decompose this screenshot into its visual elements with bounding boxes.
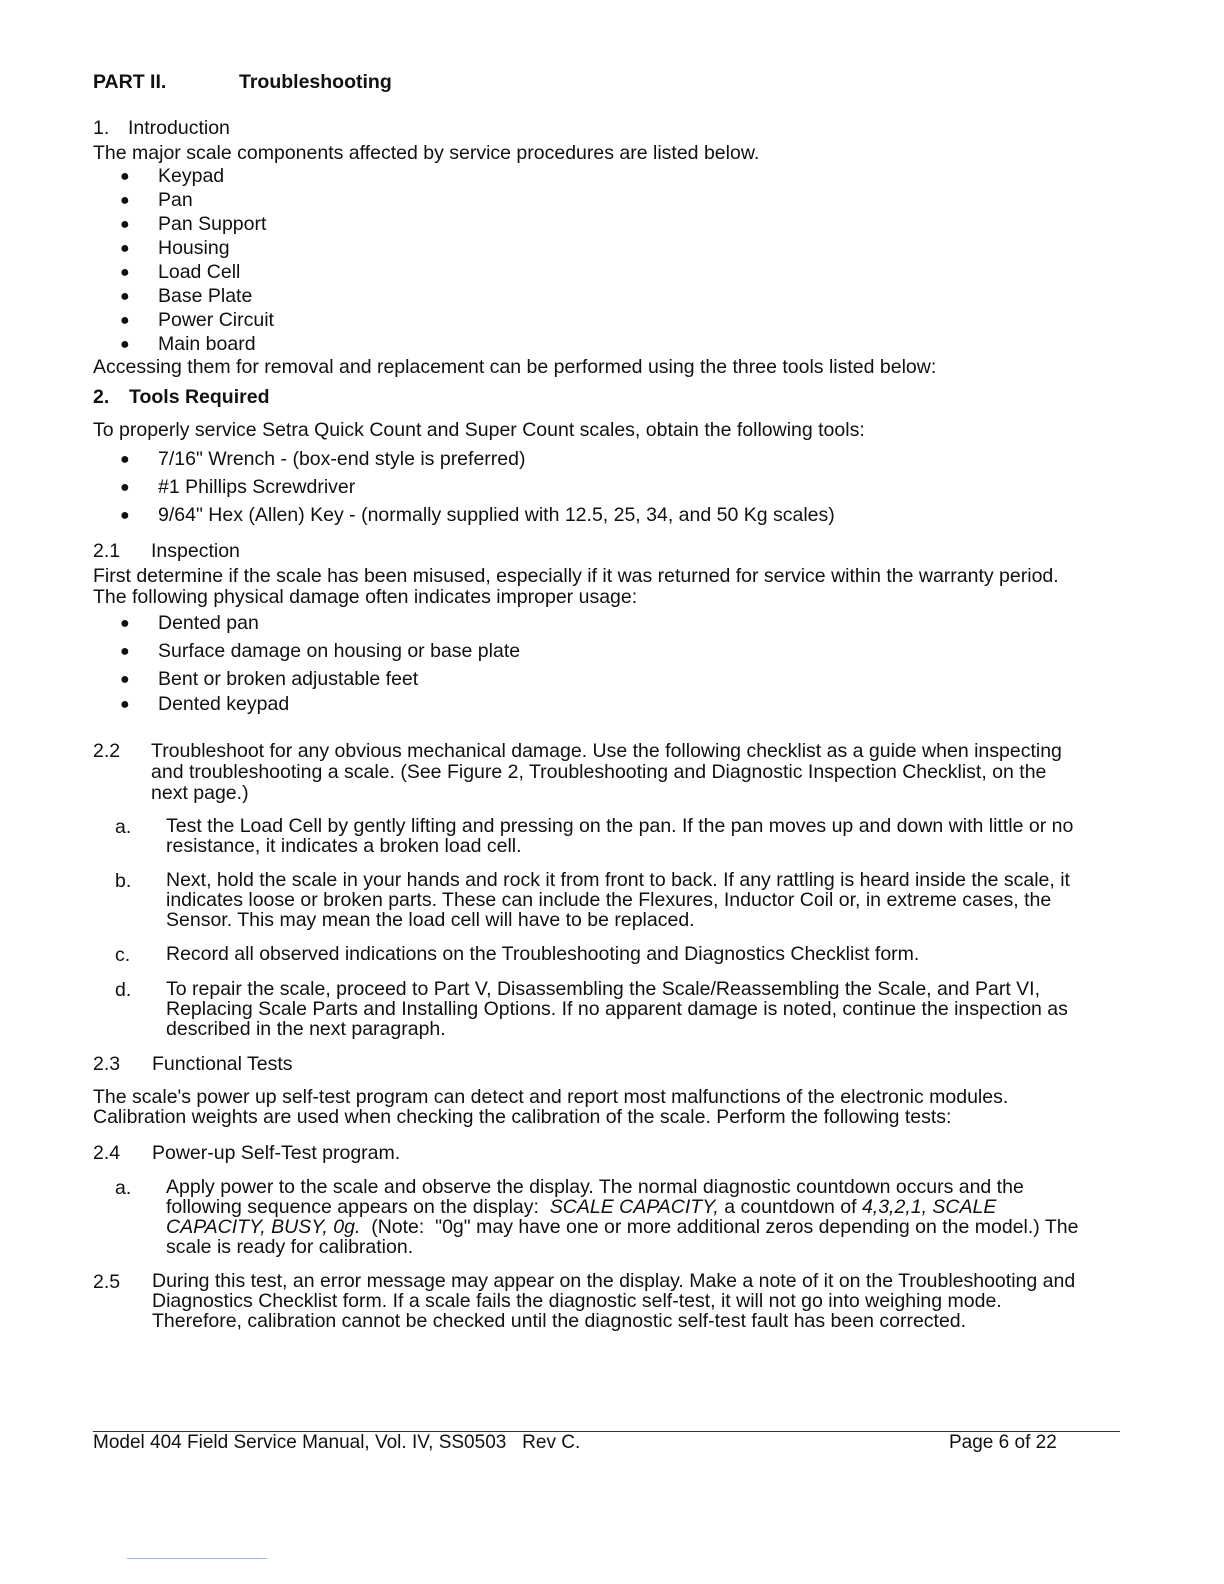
- footer-left: Model 404 Field Service Manual, Vol. IV, SS0503 Rev C.: [93, 1432, 581, 1453]
- paragraph-line: Replacing Scale Parts and Installing Options. If no apparent damage is noted, continue the inspection as: [166, 998, 1068, 1020]
- paragraph-line: The following physical damage often indicates improper usage:: [93, 586, 638, 608]
- paragraph-line: The scale's power up self-test program can detect and report most malfunctions of the electronic modules.: [93, 1086, 1009, 1108]
- paragraph-line: Next, hold the scale in your hands and rock it from front to back. If any rattling is heard inside the scale, it: [166, 869, 1070, 891]
- step-letter: c.: [115, 944, 131, 966]
- paragraph-line: resistance, it indicates a broken load cell.: [166, 835, 522, 857]
- paragraph-line: Therefore, calibration cannot be checked until the diagnostic self-test fault has been corrected.: [152, 1310, 967, 1332]
- paragraph-line: Sensor. This may mean the load cell will have to be replaced.: [166, 909, 695, 931]
- paragraph-line: following sequence appears on the display: SCALE CAPACITY, a countdown of 4,3,2,1, SCALE: [166, 1196, 997, 1218]
- intro-heading: Introduction: [128, 117, 230, 139]
- s25-number: 2.5: [93, 1271, 121, 1293]
- paragraph-line: scale is ready for calibration.: [166, 1236, 414, 1258]
- tools-heading: Tools Required: [129, 386, 270, 408]
- part-title: Troubleshooting: [239, 71, 392, 93]
- paragraph-line: Record all observed indications on the Troubleshooting and Diagnostics Checklist form.: [166, 943, 920, 965]
- step-letter: a.: [115, 1177, 132, 1199]
- s24-number: 2.4: [93, 1142, 121, 1164]
- scan-mark: [127, 1558, 267, 1559]
- paragraph-line: First determine if the scale has been misused, especially if it was returned for service within the warranty period.: [93, 565, 1059, 587]
- paragraph-line: Test the Load Cell by gently lifting and pressing on the pan. If the pan moves up and down with little or no: [166, 815, 1074, 837]
- paragraph-line: During this test, an error message may appear on the display. Make a note of it on the Troubleshooting and: [152, 1270, 1076, 1292]
- intro-number: 1.: [93, 117, 110, 139]
- paragraph-line: Troubleshoot for any obvious mechanical damage. Use the following checklist as a guide when inspecting: [151, 740, 1062, 762]
- intro-lead: The major scale components affected by service procedures are listed below.: [93, 142, 760, 164]
- intro-after: Accessing them for removal and replacement can be performed using the three tools listed below:: [93, 356, 937, 378]
- paragraph-line: and troubleshooting a scale. (See Figure 2, Troubleshooting and Diagnostic Inspection Checklist, on the: [151, 761, 1047, 783]
- s22-number: 2.2: [93, 740, 121, 762]
- part-label: PART II.: [93, 71, 167, 93]
- s24-heading: Power-up Self-Test program.: [152, 1142, 401, 1164]
- paragraph-line: indicates loose or broken parts. These can include the Flexures, Inductor Coil or, in extreme cases, the: [166, 889, 1052, 911]
- paragraph-line: To repair the scale, proceed to Part V, Disassembling the Scale/Reassembling the Scale, and Part VI,: [166, 978, 1040, 1000]
- inspection-number: 2.1: [93, 540, 121, 562]
- tools-lead: To properly service Setra Quick Count and Super Count scales, obtain the following tools:: [93, 419, 865, 441]
- footer-page-number: Page 6 of 22: [949, 1432, 1057, 1453]
- s23-number: 2.3: [93, 1053, 121, 1075]
- s23-heading: Functional Tests: [152, 1053, 293, 1075]
- inspection-heading: Inspection: [151, 540, 240, 562]
- paragraph-line: described in the next paragraph.: [166, 1018, 446, 1040]
- step-letter: a.: [115, 816, 132, 838]
- tools-number: 2.: [93, 386, 110, 408]
- paragraph-line: Apply power to the scale and observe the display. The normal diagnostic countdown occurs and the: [166, 1176, 1024, 1198]
- paragraph-line: Diagnostics Checklist form. If a scale fails the diagnostic self-test, it will not go into weighing mode.: [152, 1290, 1002, 1312]
- step-letter: b.: [115, 870, 132, 892]
- paragraph-line: CAPACITY, BUSY, 0g. (Note: "0g" may have one or more additional zeros depending on the model.) The: [166, 1216, 1079, 1238]
- paragraph-line: Calibration weights are used when checking the calibration of the scale. Perform the following tests:: [93, 1106, 952, 1128]
- paragraph-line: next page.): [151, 782, 249, 804]
- step-letter: d.: [115, 979, 132, 1001]
